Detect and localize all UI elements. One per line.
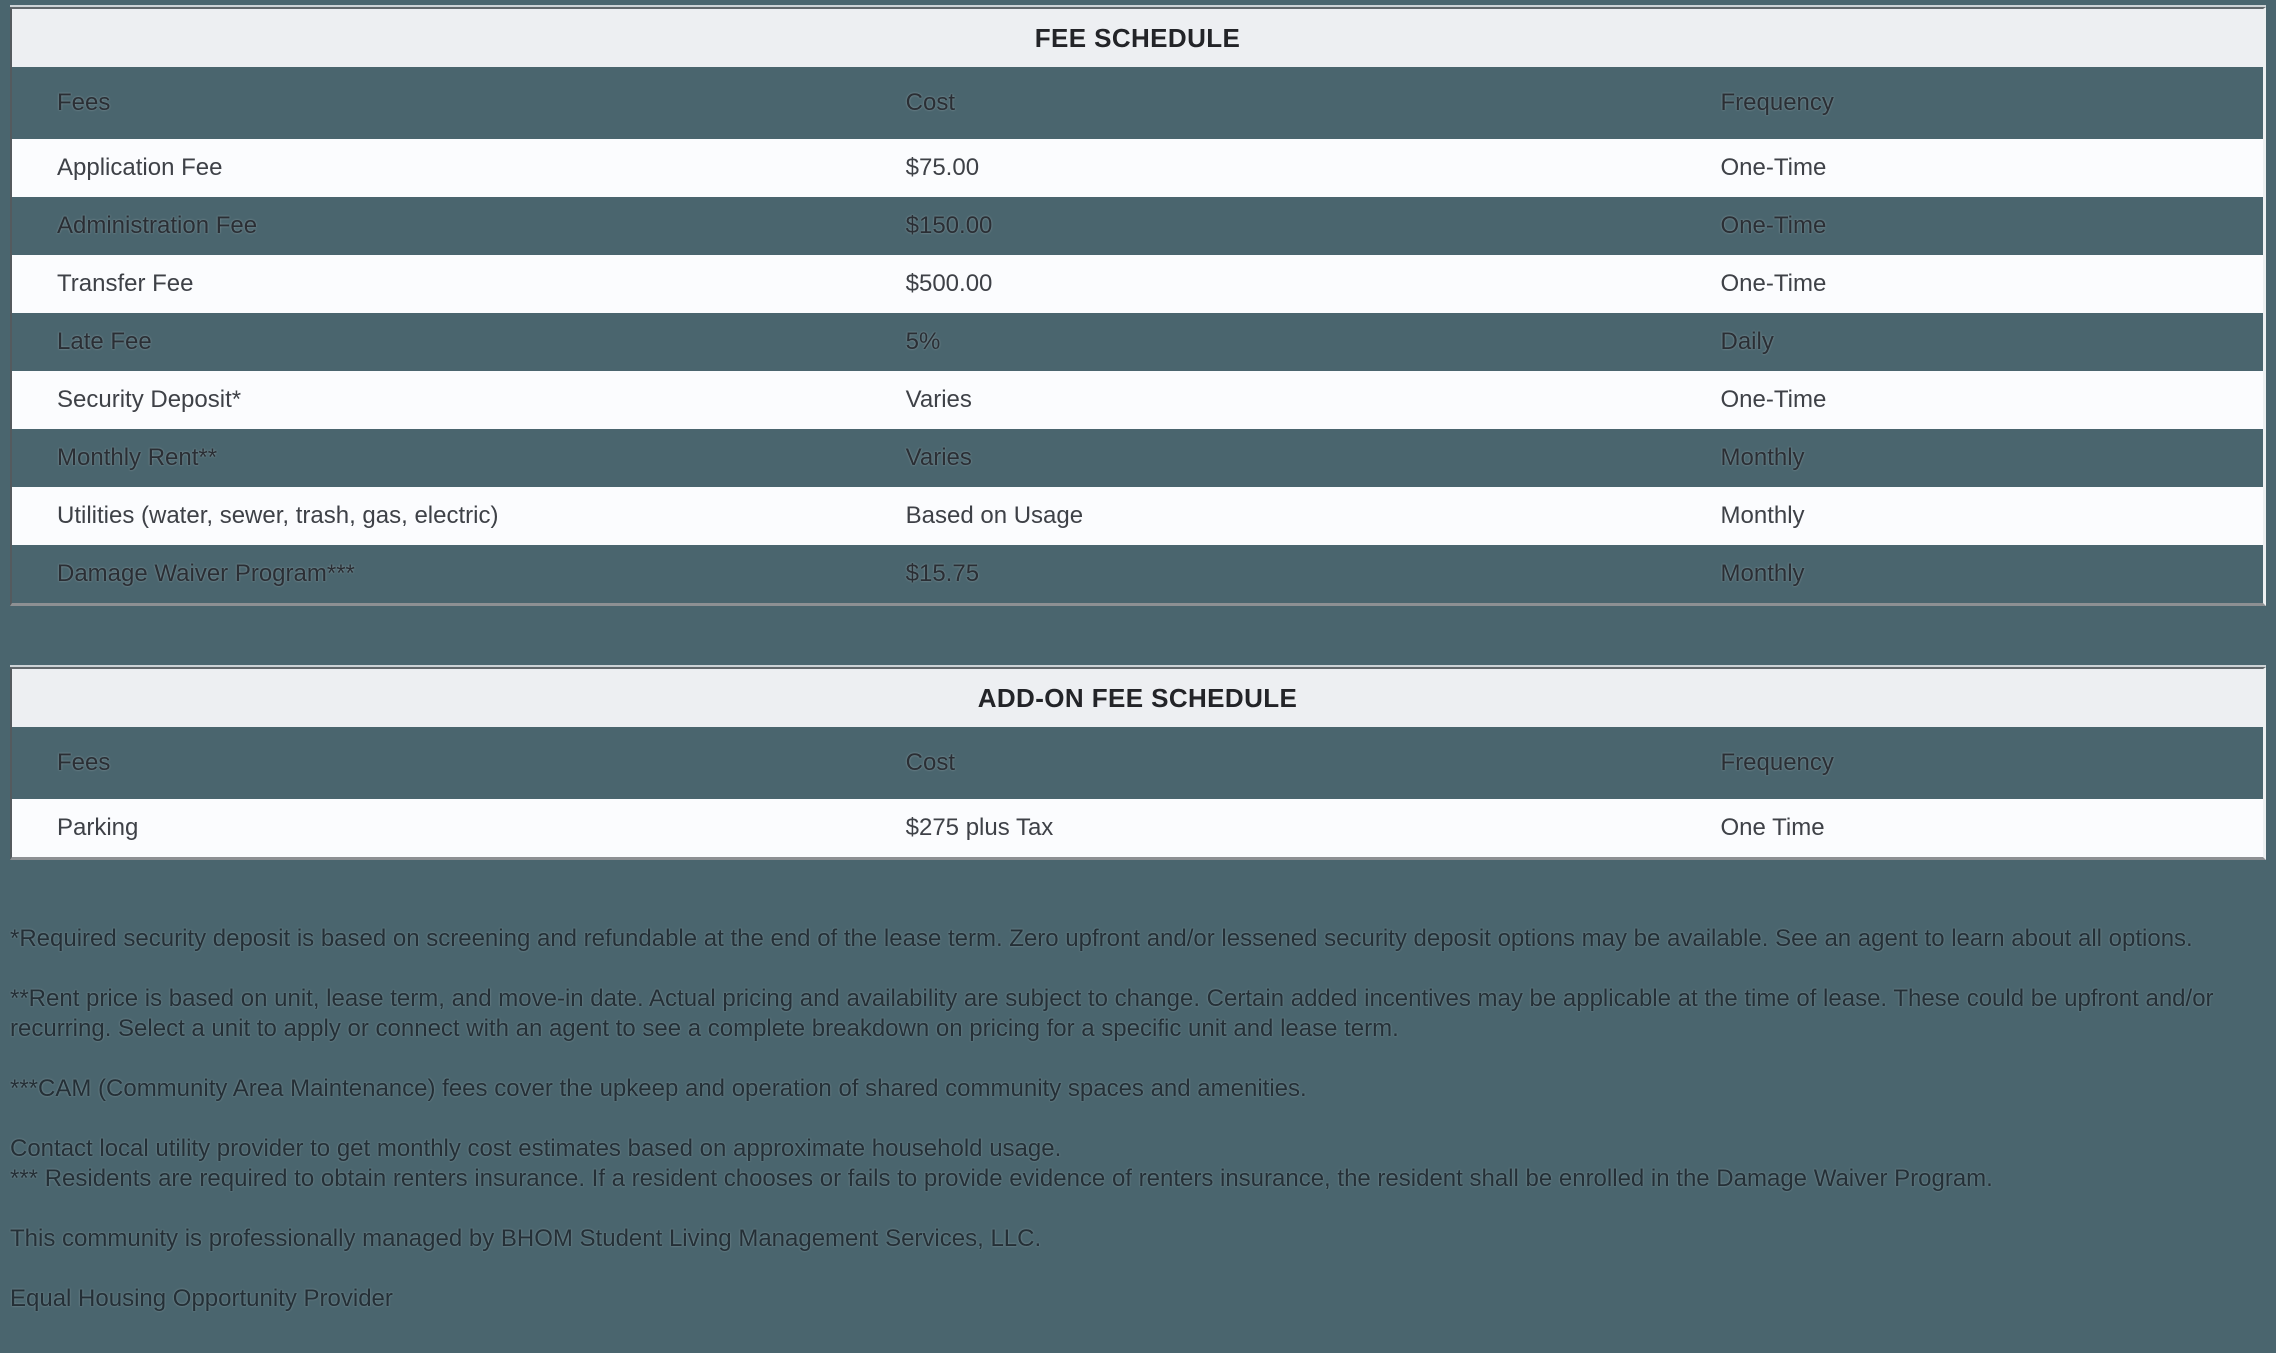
table-row (12, 255, 2263, 313)
footnote-equal-housing: Equal Housing Opportunity Provider (10, 1285, 393, 1312)
cost-cell: $500.00 (905, 270, 993, 297)
table-row (12, 799, 2263, 857)
column-header-cost: Cost (905, 89, 955, 116)
fee-cell: Utilities (water, sewer, trash, gas, electric) (57, 502, 499, 529)
cost-cell: $275 plus Tax (905, 814, 1054, 841)
table-row (12, 313, 2263, 371)
cost-cell: Varies (905, 386, 972, 413)
column-header-fees: Fees (57, 89, 111, 116)
frequency-cell: Monthly (1720, 444, 1805, 471)
cost-cell: 5% (905, 328, 941, 355)
fee-cell: Security Deposit* (57, 386, 242, 413)
fee-cell: Monthly Rent** (57, 444, 218, 471)
addon-header-row (12, 727, 2263, 799)
fee-cell: Parking (57, 814, 139, 841)
column-header-frequency: Frequency (1720, 749, 1834, 776)
cost-cell: Based on Usage (905, 502, 1084, 529)
addon-fee-schedule-title: ADD-ON FEE SCHEDULE (12, 669, 2263, 727)
footnote-cam-fees: ***CAM (Community Area Maintenance) fees cover the upkeep and operation of shared community spaces and amenities. (10, 1075, 1307, 1102)
table-row (12, 371, 2263, 429)
fee-schedule-header-row (12, 67, 2263, 139)
frequency-cell: One-Time (1720, 212, 1827, 239)
frequency-cell: Monthly (1720, 502, 1805, 529)
footnotes-section (10, 924, 2266, 1314)
fee-cell: Application Fee (57, 154, 223, 181)
footnote-utility-provider: Contact local utility provider to get monthly cost estimates based on approximate household usage. (10, 1135, 1062, 1162)
fee-schedule-title: FEE SCHEDULE (12, 9, 2263, 67)
table-row (12, 545, 2263, 603)
table-row (12, 139, 2263, 197)
frequency-cell: One-Time (1720, 270, 1827, 297)
frequency-cell: One-Time (1720, 154, 1827, 181)
table-row (12, 429, 2263, 487)
fee-cell: Late Fee (57, 328, 152, 355)
column-header-fees: Fees (57, 749, 111, 776)
fee-cell: Transfer Fee (57, 270, 194, 297)
cost-cell: $75.00 (905, 154, 980, 181)
cost-cell: $150.00 (905, 212, 993, 239)
table-row (12, 487, 2263, 545)
table-row (12, 197, 2263, 255)
frequency-cell: Monthly (1720, 560, 1805, 587)
cost-cell: $15.75 (905, 560, 980, 587)
footnote-security-deposit: *Required security deposit is based on screening and refundable at the end of the lease term. Zero upfront and/or lessened security deposit options may be available. See an agent to learn about all options. (10, 925, 2193, 952)
fee-cell: Damage Waiver Program*** (57, 560, 355, 587)
fee-cell: Administration Fee (57, 212, 258, 239)
cost-cell: Varies (905, 444, 972, 471)
fee-schedule-table (10, 7, 2266, 606)
footnote-rent-price: **Rent price is based on unit, lease term, and move-in date. Actual pricing and availability are subject to change. Certain added incentives may be applicable at the time of lease. These could be upfront and/or recurring. Select a unit to apply or connect with an agent to see a complete breakdown on pricing for a specific unit and lease term. (10, 985, 2214, 1042)
frequency-cell: One-Time (1720, 386, 1827, 413)
frequency-cell: One Time (1720, 814, 1825, 841)
footnote-managed-by: This community is professionally managed by BHOM Student Living Management Services, LLC. (10, 1225, 1042, 1252)
column-header-frequency: Frequency (1720, 89, 1834, 116)
frequency-cell: Daily (1720, 328, 1774, 355)
footnote-renters-insurance: *** Residents are required to obtain renters insurance. If a resident chooses or fails to provide evidence of renters insurance, the resident shall be enrolled in the Damage Waiver Program. (10, 1165, 1993, 1192)
column-header-cost: Cost (905, 749, 955, 776)
addon-fee-schedule-table (10, 667, 2266, 860)
